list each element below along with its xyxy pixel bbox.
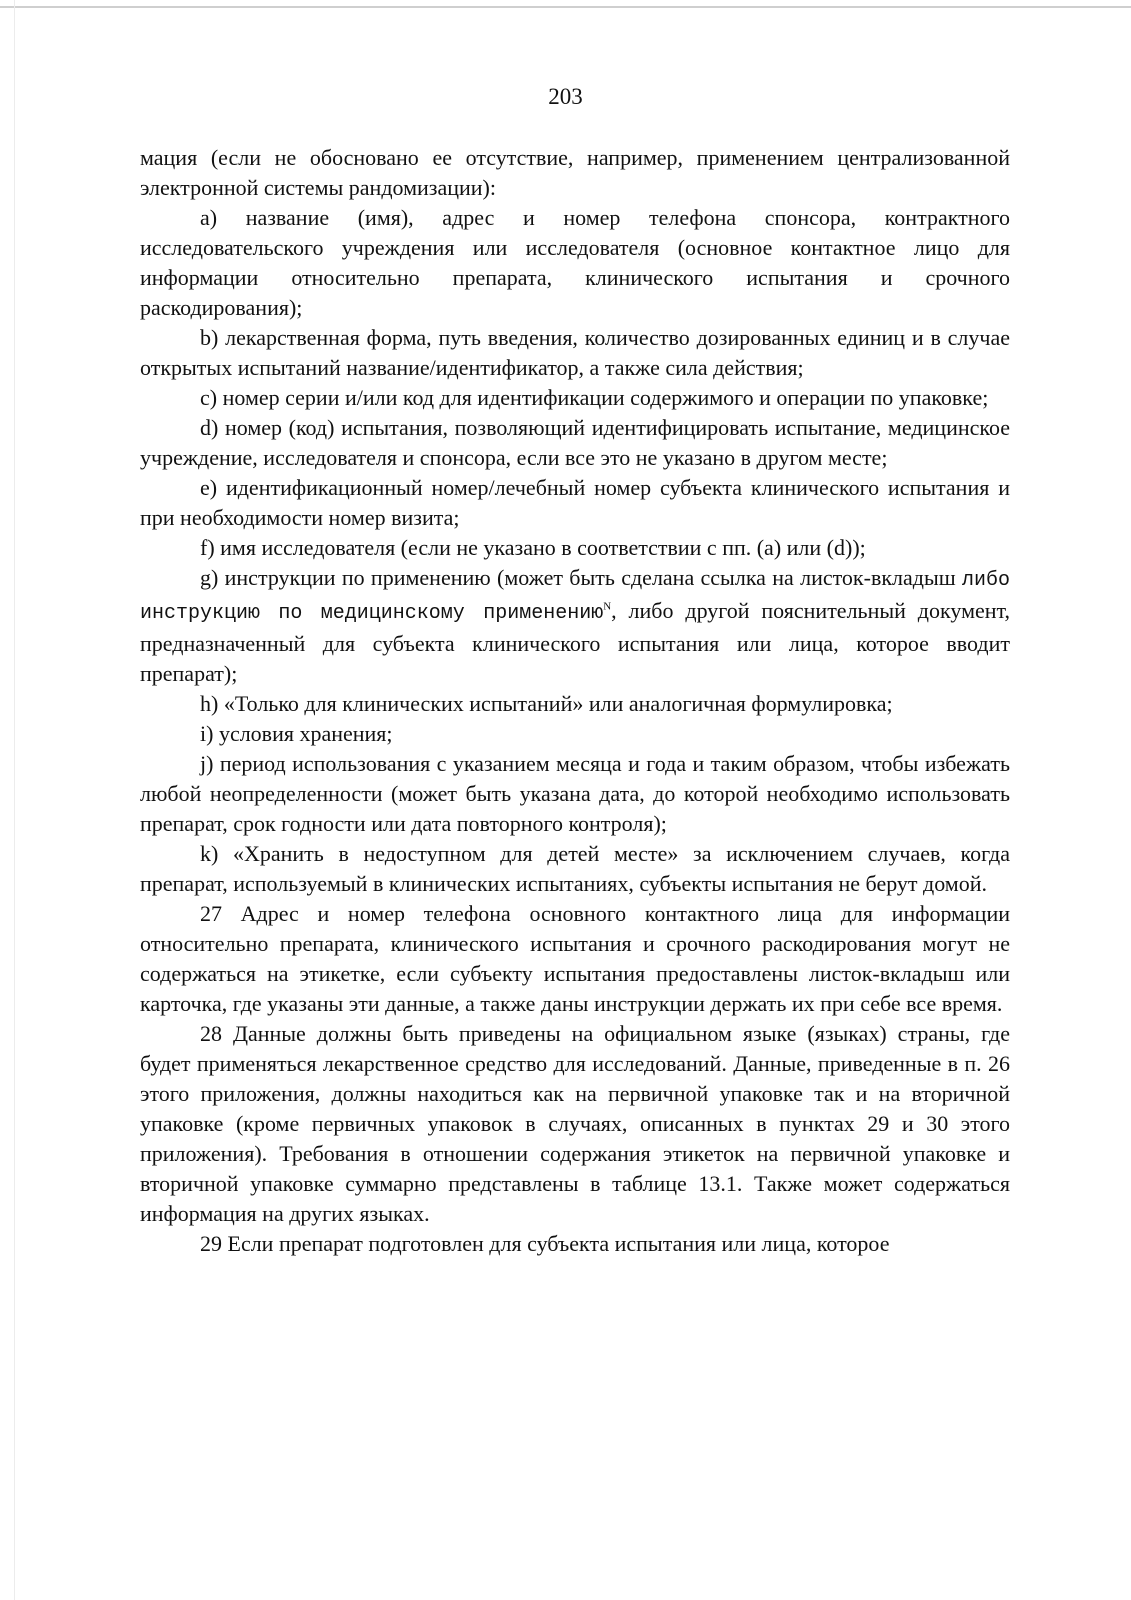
list-item-i: i) условия хранения; xyxy=(200,721,393,746)
list-item-c: c) номер серии и/или код для идентификации содержимого и операции по упаковке; xyxy=(200,385,989,410)
list-item-d: d) номер (код) испытания, позволяющий идентифицировать испытание, медицинское учреждение, исследователя и спонсора, если все это не указано в другом месте; xyxy=(140,415,1010,470)
list-item-b: b) лекарственная форма, путь введения, количество дозированных единиц и в случае открытых испытаний название/идентификатор, а также сила действия; xyxy=(140,325,1010,380)
list-item-h: h) «Только для клинических испытаний» или аналогичная формулировка; xyxy=(200,691,893,716)
list-item-k: k) «Хранить в недоступном для детей месте» за исключением случаев, когда препарат, используемый в клинических испытаниях, субъекты испытания не берут домой. xyxy=(140,841,1010,896)
list-item-g-end: , либо другой пояснительный документ, предназначенный для субъекта клинического испытания или лица, которое вводит препарат); xyxy=(140,598,1010,686)
document-body xyxy=(140,143,1010,1259)
list-item-g-mono-insert: либо инструкцию по медицинскому применению xyxy=(140,569,1011,625)
list-item-a: a) название (имя), адрес и номер телефона спонсора, контрактного исследовательского учреждения или исследователя (основное контактное лицо для информации относительно препарата, клинического испытания и срочного раскодирования); xyxy=(140,205,1010,320)
footnote-marker: N xyxy=(603,600,612,613)
page-left-edge xyxy=(14,0,15,1600)
page-top-edge xyxy=(0,6,1131,8)
list-item-e: e) идентификационный номер/лечебный номер субъекта клинического испытания и при необходимости номер визита; xyxy=(140,475,1010,530)
list-item-j: j) период использования с указанием месяца и года и таким образом, чтобы избежать любой неопределенности (может быть указана дата, до которой необходимо использовать препарат, срок годности или дата повторного контроля); xyxy=(140,751,1010,836)
list-item-g xyxy=(140,563,1010,689)
paragraph-continuation: мация (если не обосновано ее отсутствие, например, применением централизованной электронной системы рандомизации): xyxy=(140,145,1010,200)
paragraph-28: 28 Данные должны быть приведены на официальном языке (языках) страны, где будет применяться лекарственное средство для исследований. Данные, приведенные в п. 26 этого приложения, должны находиться как на первичной упаковке так и на вторичной упаковке (кроме первичных упаковок в случаях, описанных в пунктах 29 и 30 этого приложения). Требования в отношении содержания этикеток на первичной упаковке и вторичной упаковке суммарно представлены в таблице 13.1. Также может содержаться информация на других языках. xyxy=(140,1021,1010,1226)
paragraph-27: 27 Адрес и номер телефона основного контактного лица для информации относительно препарата, клинического испытания и срочного раскодирования могут не содержаться на этикетке, если субъекту испытания предоставлены листок-вкладыш или карточка, где указаны эти данные, а также даны инструкции держать их при себе все время. xyxy=(140,901,1010,1016)
list-item-g-start: g) инструкции по применению (может быть сделана ссылка на листок-вкладыш xyxy=(200,565,956,590)
list-item-f: f) имя исследователя (если не указано в соответствии с пп. (a) или (d)); xyxy=(200,535,866,560)
page-number: 203 xyxy=(548,84,583,109)
paragraph-29: 29 Если препарат подготовлен для субъекта испытания или лица, которое xyxy=(200,1231,890,1256)
